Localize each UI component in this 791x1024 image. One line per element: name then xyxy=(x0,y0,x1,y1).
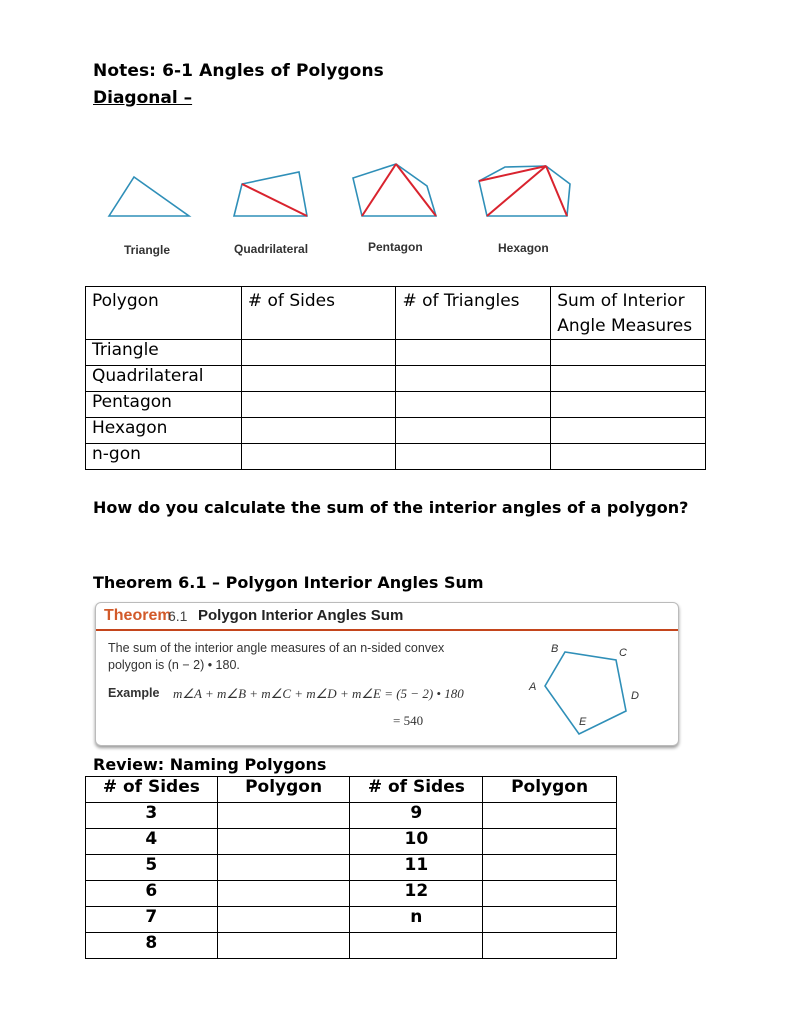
sides-cell: 4 xyxy=(86,829,218,855)
header-sides: # of Sides xyxy=(241,287,396,340)
polygon-angles-table xyxy=(85,286,706,470)
theorem-heading: Theorem 6.1 – Polygon Interior Angles Sum xyxy=(93,573,484,592)
sides-cell: 8 xyxy=(86,933,218,959)
blank-cell[interactable] xyxy=(241,366,396,392)
row-label: Triangle xyxy=(86,340,242,366)
header-triangles: # of Triangles xyxy=(396,287,551,340)
theorem-box xyxy=(95,602,679,746)
table-row xyxy=(86,803,617,829)
blank-cell[interactable] xyxy=(241,340,396,366)
blank-cell[interactable] xyxy=(396,366,551,392)
pentagon-diagonal-2 xyxy=(396,164,436,216)
sides-cell: n xyxy=(350,907,483,933)
row-label: n-gon xyxy=(86,444,242,470)
label-pentagon: Pentagon xyxy=(368,240,423,254)
blank-cell[interactable] xyxy=(241,418,396,444)
blank-cell[interactable] xyxy=(483,855,617,881)
diagonal-heading: Diagonal – xyxy=(93,88,193,108)
table-row xyxy=(86,340,706,366)
label-triangle: Triangle xyxy=(124,243,171,257)
sides-cell: 5 xyxy=(86,855,218,881)
theorem-statement: The sum of the interior angle measures of an n-sided convex polygon is (n − 2) • 180. xyxy=(108,641,445,672)
header-sides-right: # of Sides xyxy=(350,777,483,803)
table-row xyxy=(86,881,617,907)
vertex-label-b: B xyxy=(551,643,559,655)
sides-cell: 3 xyxy=(86,803,218,829)
sides-cell: 7 xyxy=(86,907,218,933)
header-sides-left: # of Sides xyxy=(86,777,218,803)
review-heading: Review: Naming Polygons xyxy=(93,755,327,774)
header-polygon: Polygon xyxy=(86,287,242,340)
blank-cell[interactable] xyxy=(483,803,617,829)
sides-cell: 10 xyxy=(350,829,483,855)
question-text: How do you calculate the sum of the interior angles of a polygon? xyxy=(93,498,689,517)
table-row xyxy=(86,366,706,392)
label-quadrilateral: Quadrilateral xyxy=(234,242,309,256)
blank-cell[interactable] xyxy=(396,418,551,444)
polygon-diagrams xyxy=(100,155,580,265)
blank-cell[interactable] xyxy=(483,881,617,907)
blank-cell[interactable] xyxy=(396,340,551,366)
blank-cell[interactable] xyxy=(483,829,617,855)
blank-cell[interactable] xyxy=(396,444,551,470)
blank-cell[interactable] xyxy=(551,392,706,418)
theorem-box-header xyxy=(96,603,678,631)
header-sum: Sum of Interior Angle Measures xyxy=(551,287,706,340)
table-row xyxy=(86,392,706,418)
vertex-label-e: E xyxy=(579,716,587,728)
pentagon-shape xyxy=(353,164,436,216)
header-polygon-left: Polygon xyxy=(217,777,350,803)
table-row xyxy=(86,444,706,470)
theorem-word: Theorem xyxy=(104,607,172,624)
blank-cell[interactable] xyxy=(551,418,706,444)
table-row xyxy=(86,418,706,444)
row-label: Quadrilateral xyxy=(86,366,242,392)
pentagon-figure xyxy=(521,637,661,737)
blank-cell[interactable] xyxy=(217,933,350,959)
blank-cell[interactable] xyxy=(396,392,551,418)
table-row xyxy=(86,855,617,881)
blank-cell[interactable] xyxy=(551,366,706,392)
blank-cell[interactable] xyxy=(217,803,350,829)
theorem-name: Polygon Interior Angles Sum xyxy=(198,607,404,624)
naming-polygons-table xyxy=(85,776,617,959)
row-label: Hexagon xyxy=(86,418,242,444)
table-row xyxy=(86,907,617,933)
vertex-label-c: C xyxy=(619,647,627,659)
vertex-label-d: D xyxy=(631,690,639,702)
blank-cell[interactable] xyxy=(551,444,706,470)
table-row xyxy=(86,933,617,959)
quadrilateral-diagonal xyxy=(242,184,307,216)
blank-cell[interactable] xyxy=(217,907,350,933)
blank-cell[interactable] xyxy=(217,855,350,881)
blank-cell[interactable] xyxy=(483,907,617,933)
table-row xyxy=(86,829,617,855)
page-title: Notes: 6-1 Angles of Polygons xyxy=(93,61,384,81)
theorem-number: 6.1 xyxy=(168,608,188,624)
example-label: Example xyxy=(108,686,160,700)
row-label: Pentagon xyxy=(86,392,242,418)
table-header-row xyxy=(86,777,617,803)
triangle-shape xyxy=(109,177,189,216)
vertex-label-a: A xyxy=(529,681,537,693)
blank-cell[interactable] xyxy=(217,881,350,907)
example-equation: m∠A + m∠B + m∠C + m∠D + m∠E = (5 − 2) • 180 xyxy=(173,686,464,701)
blank-cell[interactable] xyxy=(483,933,617,959)
example-result: = 540 xyxy=(393,713,424,728)
label-hexagon: Hexagon xyxy=(498,241,549,255)
blank-cell[interactable] xyxy=(241,392,396,418)
blank-cell[interactable] xyxy=(217,829,350,855)
table-header-row xyxy=(86,287,706,340)
sides-cell: 9 xyxy=(350,803,483,829)
blank-cell[interactable] xyxy=(551,340,706,366)
sides-cell: 11 xyxy=(350,855,483,881)
header-polygon-right: Polygon xyxy=(483,777,617,803)
sides-cell: 12 xyxy=(350,881,483,907)
sides-cell xyxy=(350,933,483,959)
blank-cell[interactable] xyxy=(241,444,396,470)
sides-cell: 6 xyxy=(86,881,218,907)
quadrilateral-shape xyxy=(234,172,307,216)
pentagon-diagonal-1 xyxy=(362,164,396,216)
